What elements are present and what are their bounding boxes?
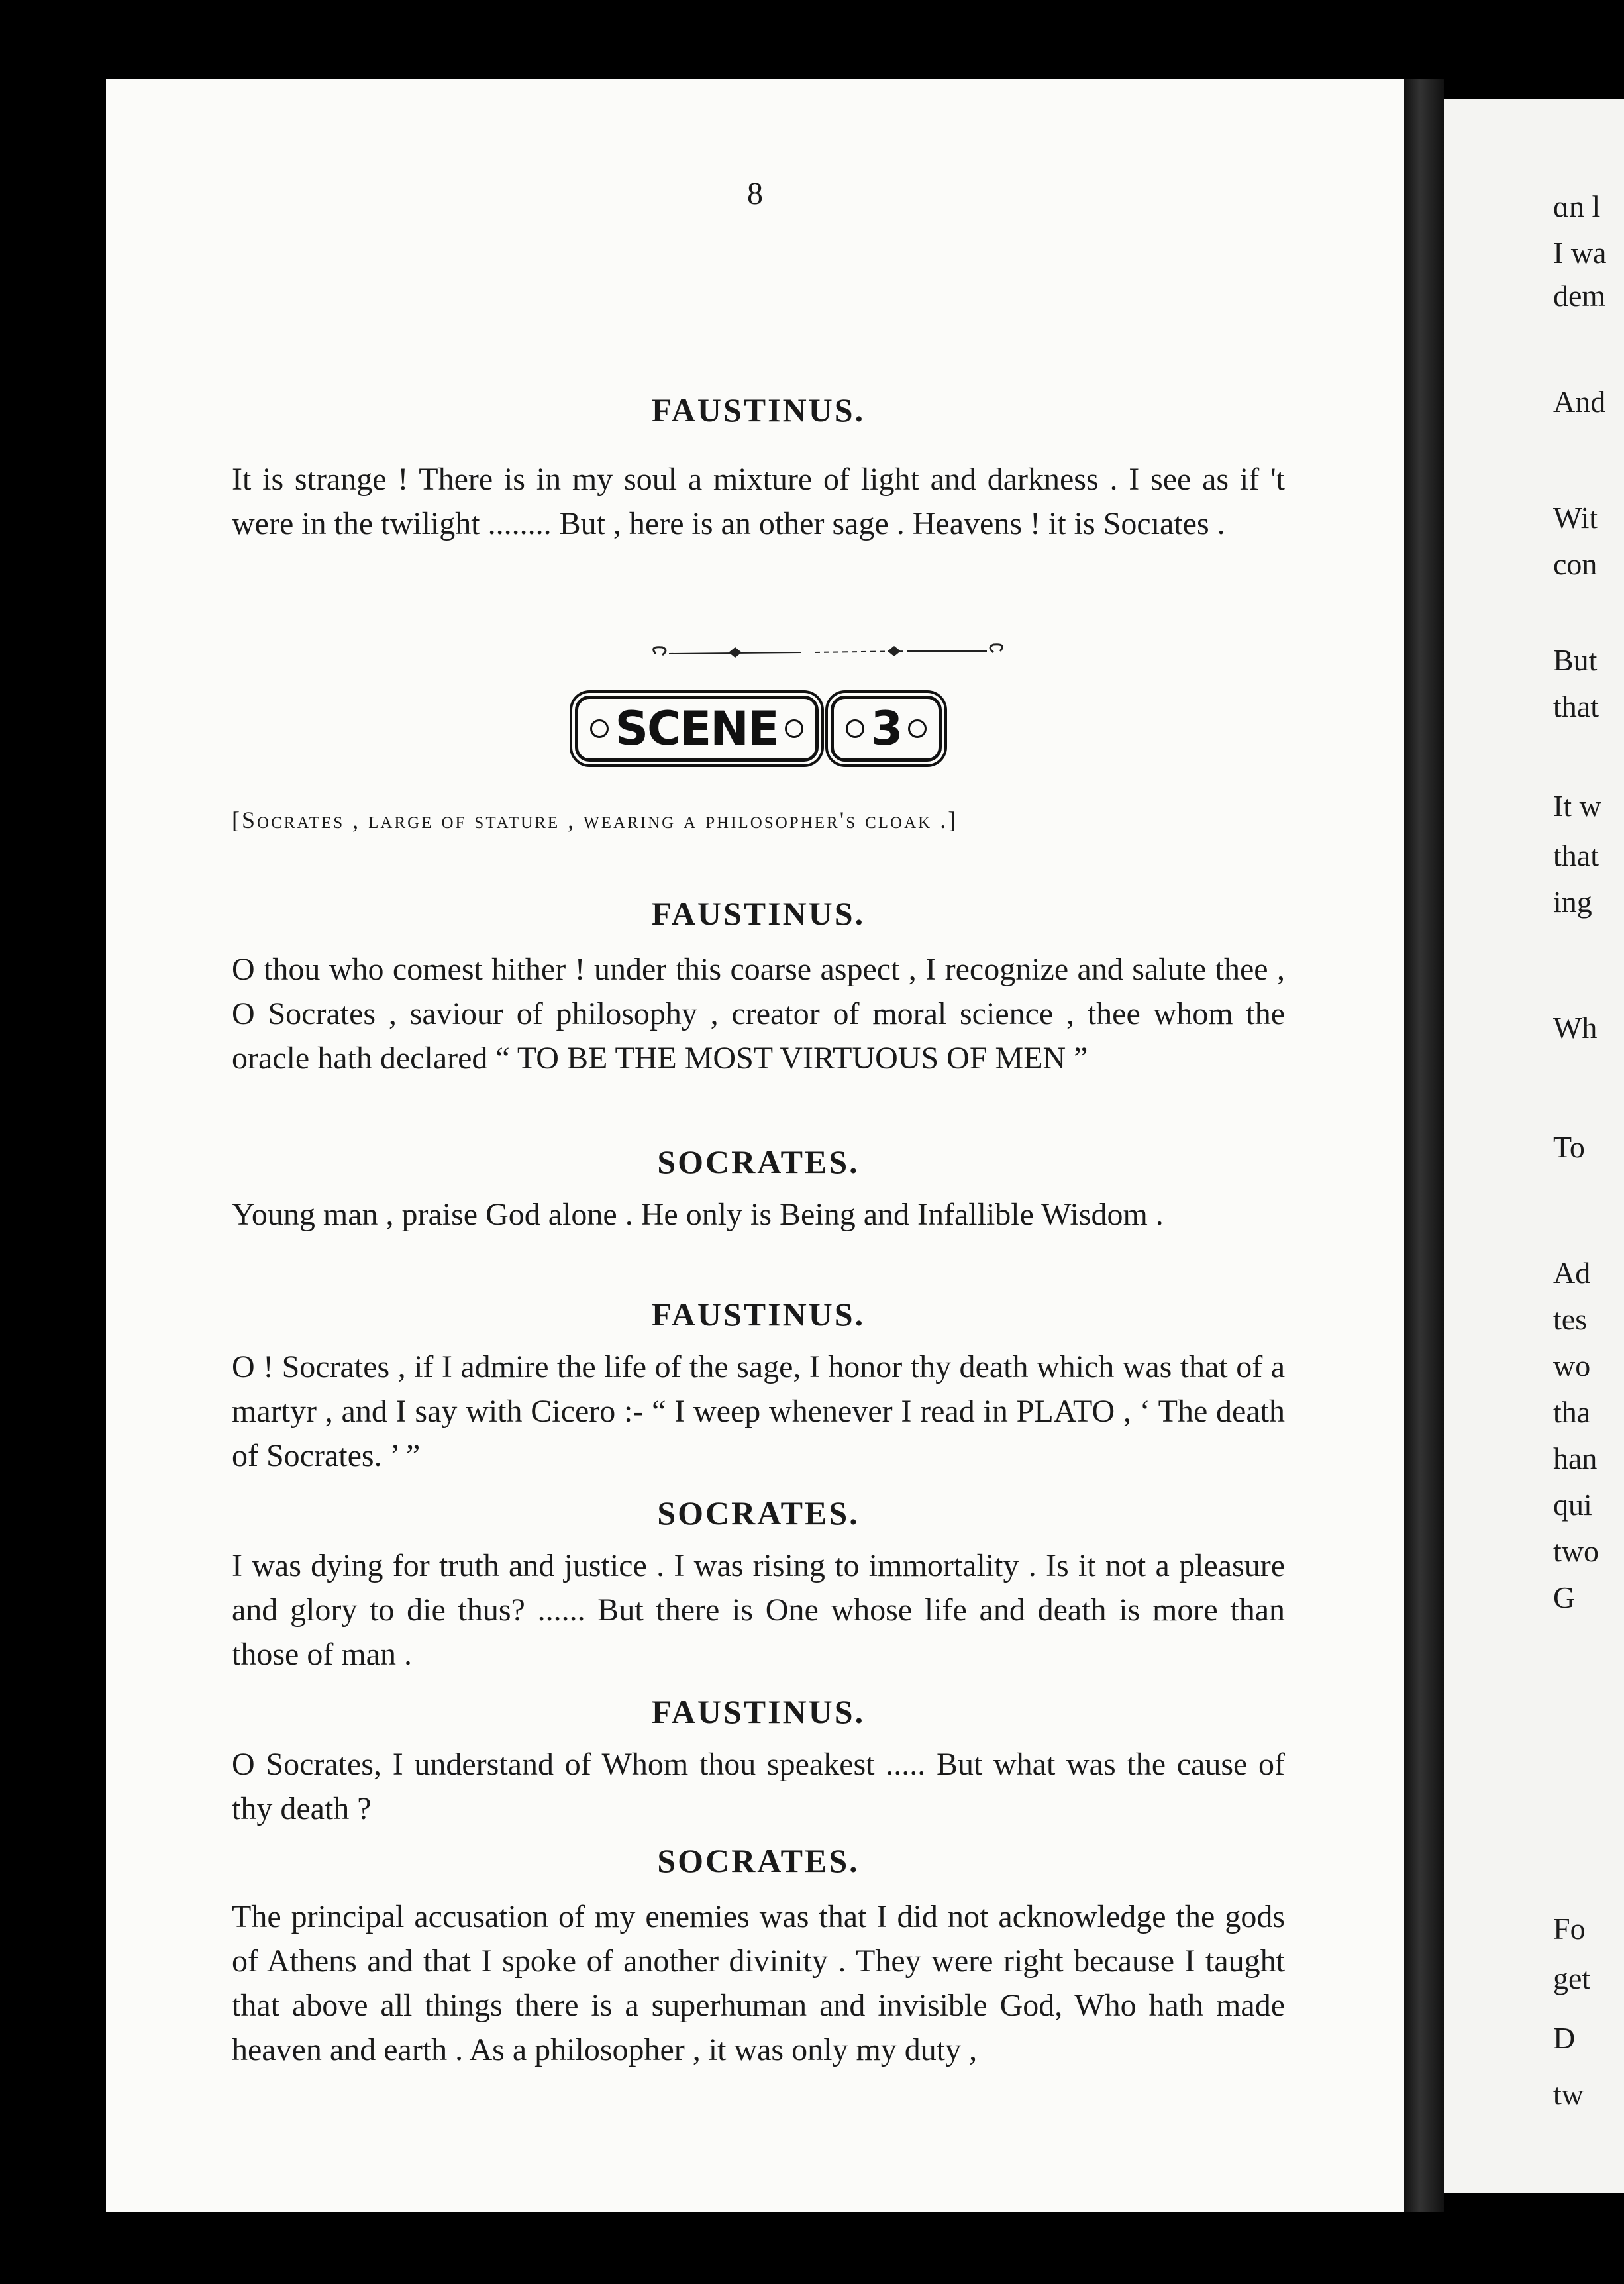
right-page-text-fragment: Wh <box>1553 1011 1598 1045</box>
right-page-text-fragment: But <box>1553 643 1598 677</box>
dialogue-paragraph: I was dying for truth and justice . I was rising to immortality . Is it not a pleasure and glory to die thus? ...... But there is One whose life and death is more than those of man . <box>232 1548 1285 1672</box>
right-page-text-fragment: two <box>1553 1534 1599 1568</box>
right-page-text-fragment: that <box>1553 690 1599 723</box>
right-page-text-fragment: tha <box>1553 1395 1591 1429</box>
speaker-heading: FAUSTINUS. <box>651 895 866 932</box>
right-page-text-fragment: G <box>1553 1581 1576 1614</box>
right-page-text-fragment: dem <box>1553 279 1606 313</box>
book-gutter <box>1404 79 1444 2212</box>
speaker-heading: FAUSTINUS. <box>651 1693 866 1730</box>
right-page-text-fragment: qui <box>1553 1488 1592 1522</box>
right-page-text-fragment: tes <box>1553 1302 1588 1336</box>
right-page-text-fragment: ɑn l <box>1553 189 1601 223</box>
speaker-heading: FAUSTINUS. <box>651 391 866 429</box>
right-page-text-fragment: Ad <box>1553 1256 1591 1290</box>
dialogue-paragraph: O thou who comest hither ! under this coarse aspect , I recognize and salute thee , O Socrates , saviour of philosophy , creator of moral science , thee whom the oracle hath declared “ TO BE THE MOST VIRTUOUS OF MEN ” <box>232 952 1285 1076</box>
speaker-heading: FAUSTINUS. <box>651 1296 866 1333</box>
right-page-text-fragment: And <box>1553 385 1606 419</box>
scene-number-plate <box>831 696 942 762</box>
dialogue-paragraph: Young man , praise God alone . He only is Being and Infallible Wisdom . <box>232 1197 1164 1232</box>
right-page-text-fragment: that <box>1553 839 1599 872</box>
right-page-text-fragment: ing <box>1553 885 1592 919</box>
ornament-divider-icon <box>642 639 1013 666</box>
right-page-text-fragment: I wa <box>1553 236 1607 270</box>
plate-ornament-icon <box>785 719 803 738</box>
plate-ornament-icon <box>590 719 609 738</box>
dialogue-paragraph: The principal accusation of my enemies was that I did not acknowledge the gods of Athens and that I spoke of another divinity . They were right because I taught that above all things there is a superhuman and invisible God, Who hath made heaven and earth . As a philosopher , it was only my duty , <box>232 1899 1285 2067</box>
right-page-text-fragment: tw <box>1553 2077 1584 2111</box>
scene-label-plate <box>575 696 819 762</box>
plate-ornament-icon <box>908 719 927 738</box>
right-page-text-fragment: To <box>1553 1130 1585 1164</box>
scene-label: SCENE <box>615 701 778 756</box>
plate-ornament-icon <box>846 719 864 738</box>
speaker-heading: SOCRATES. <box>657 1842 860 1879</box>
book-page-right-fragment <box>1444 99 1624 2193</box>
stage-direction: [Socrates , large of stature , wearing a philosopher's cloak .] <box>232 807 958 833</box>
speaker-heading: SOCRATES. <box>657 1143 860 1180</box>
right-page-text-fragment: D <box>1553 2021 1576 2055</box>
right-page-text-fragment: get <box>1553 1961 1591 1995</box>
right-page-text-fragment: han <box>1553 1441 1598 1475</box>
scene-title <box>232 696 1285 762</box>
dialogue-paragraph: It is strange ! There is in my soul a mixture of light and darkness . I see as if 't were in the twilight ........ But , here is an other sage . Heavens ! it is Socıates . <box>232 462 1285 541</box>
right-page-text-fragment: Fo <box>1553 1912 1586 1946</box>
right-page-text-fragment: Wit <box>1553 501 1598 535</box>
dialogue-paragraph: O ! Socrates , if I admire the life of the sage, I honor thy death which was that of a martyr , and I say with Cicero :- “ I weep whenever I read in PLATO , ‘ The death of Socrates. ’ ” <box>232 1349 1285 1473</box>
speaker-heading: SOCRATES. <box>657 1494 860 1531</box>
right-page-text-fragment: con <box>1553 547 1598 581</box>
page-number: 8 <box>747 176 763 211</box>
book-page-left <box>106 79 1408 2212</box>
scene-number: 3 <box>870 701 902 756</box>
right-page-text-fragment: It w <box>1553 789 1601 823</box>
right-page-text-fragment: wo <box>1553 1349 1591 1382</box>
dialogue-paragraph: O Socrates, I understand of Whom thou speakest ..... But what was the cause of thy death ? <box>232 1747 1285 1826</box>
